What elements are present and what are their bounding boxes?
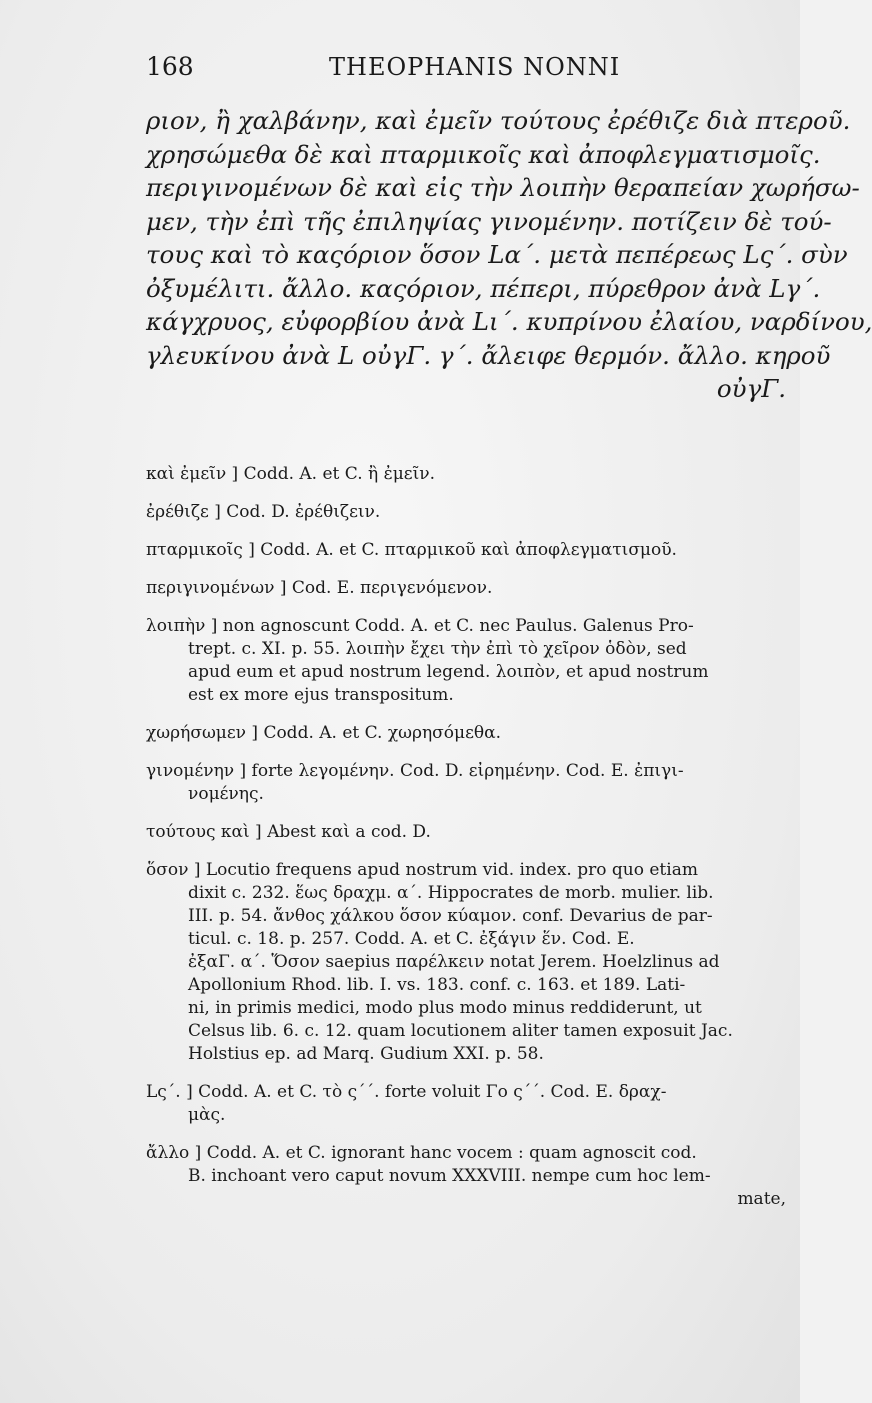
- note-line: mate,: [737, 1189, 786, 1209]
- note-line: ni, in primis medici, modo plus modo minus reddiderunt, ut: [188, 998, 702, 1018]
- main-text-line: κάγχρυος, εὐφορβίου ἀνὰ Lι΄. κυπρίνου ἐλαίου, ναρδίνου,: [146, 307, 872, 336]
- note-line: Holstius ep. ad Marq. Gudium XXI. p. 58.: [188, 1044, 544, 1064]
- page-number: 168: [146, 52, 194, 81]
- note: [146, 615, 786, 707]
- note-line: est ex more ejus transpositum.: [188, 685, 454, 705]
- note-line: III. p. 54. ἄνθος χάλκου ὅσον κύαμον. conf. Devarius de par-: [188, 906, 713, 926]
- main-text-line: γλευκίνου ἀνὰ L οὐγΓ. γ΄. ἄλειφε θερμόν. ἄλλο. κηροῦ: [146, 340, 831, 370]
- note: [146, 539, 786, 562]
- running-title: THEOPHANIS NONNI: [329, 53, 621, 81]
- main-text-line: ριον, ἢ χαλβάνην, καὶ ἐμεῖν τούτους ἐρέθιζε διὰ πτεροῦ.: [146, 106, 851, 135]
- note: [146, 1081, 786, 1127]
- note: [146, 760, 786, 806]
- main-text-line: περιγινομένων δὲ καὶ εἰς τὴν λοιπὴν θεραπείαν χωρήσω-: [146, 173, 860, 202]
- note: [146, 577, 786, 600]
- note: [146, 859, 786, 1066]
- note-line: apud eum et apud nostrum legend. λοιπὸν, et apud nostrum: [188, 662, 709, 682]
- note-line: χωρήσωμεν ] Codd. A. et C. χωρησόμεθα.: [146, 723, 501, 743]
- note-line: Celsus lib. 6. c. 12. quam locutionem aliter tamen exposuit Jac.: [188, 1021, 733, 1041]
- note-line: μὰς.: [188, 1105, 226, 1125]
- note-line: περιγινομένων ] Cod. E. περιγενόμενον.: [146, 578, 493, 598]
- note-line: λοιπὴν ] non agnoscunt Codd. A. et C. nec Paulus. Galenus Pro-: [146, 616, 694, 636]
- note-line: B. inchoant vero caput novum XXXVIII. nempe cum hoc lem-: [188, 1166, 711, 1186]
- note: [146, 501, 786, 524]
- main-text-line: μεν, τὴν ἐπὶ τῆς ἐπιληψίας γινομένην. ποτίζειν δὲ τού-: [146, 206, 832, 236]
- main-greek-text: [146, 104, 872, 406]
- note-line: καὶ ἐμεῖν ] Codd. A. et C. ἢ ἐμεῖν.: [146, 464, 435, 484]
- note-line: γινομένην ] forte λεγομένην. Cod. D. εἰρημένην. Cod. E. ἐπιγι-: [146, 761, 684, 781]
- note: [146, 1142, 786, 1211]
- main-text-line: τους καὶ τὸ καςόριον ὅσον Lα΄. μετὰ πεπέρεως Lς΄. σὺν: [146, 240, 848, 269]
- note: [146, 463, 786, 486]
- critical-notes: [146, 463, 786, 1226]
- note-line: ἐρέθιζε ] Cod. D. ἐρέθιζειν.: [146, 502, 381, 522]
- note-line: Lς΄. ] Codd. A. et C. τὸ ς΄΄. forte voluit Γο ς΄΄. Cod. E. δραχ-: [146, 1082, 667, 1102]
- note-line: ἐξαΓ. α΄. Ὅσον saepius παρέλκειν notat Jerem. Hoelzlinus ad: [188, 952, 720, 972]
- note: [146, 722, 786, 745]
- note-line: νομένης.: [188, 784, 264, 804]
- main-text-line: οὐγΓ.: [716, 374, 786, 403]
- note-line: τούτους καὶ ] Abest καὶ a cod. D.: [146, 822, 431, 842]
- page-header: [146, 52, 786, 92]
- main-text-line: ὀξυμέλιτι. ἄλλο. καςόριον, πέπερι, πύρεθρον ἀνὰ Lγ΄.: [146, 273, 821, 303]
- note-line: ἄλλο ] Codd. A. et C. ignorant hanc vocem : quam agnoscit cod.: [146, 1143, 697, 1163]
- note: [146, 821, 786, 844]
- note-line: trept. c. XI. p. 55. λοιπὴν ἔχει τὴν ἐπὶ τὸ χεῖρον ὁδὸν, sed: [188, 639, 687, 659]
- note-line: dixit c. 232. ἕως δραχμ. α΄. Hippocrates de morb. mulier. lib.: [188, 883, 714, 903]
- note-line: πταρμικοῖς ] Codd. A. et C. πταρμικοῦ καὶ ἀποφλεγματισμοῦ.: [146, 540, 677, 560]
- main-text-line: χρησώμεθα δὲ καὶ πταρμικοῖς καὶ ἀποφλεγματισμοῖς.: [146, 139, 821, 169]
- note-line: ticul. c. 18. p. 257. Codd. A. et C. ἐξάγιν ἕν. Cod. E.: [188, 929, 635, 949]
- note-line: ὅσον ] Locutio frequens apud nostrum vid. index. pro quo etiam: [146, 860, 698, 880]
- note-line: Apollonium Rhod. lib. I. vs. 183. conf. c. 163. et 189. Lati-: [188, 975, 686, 995]
